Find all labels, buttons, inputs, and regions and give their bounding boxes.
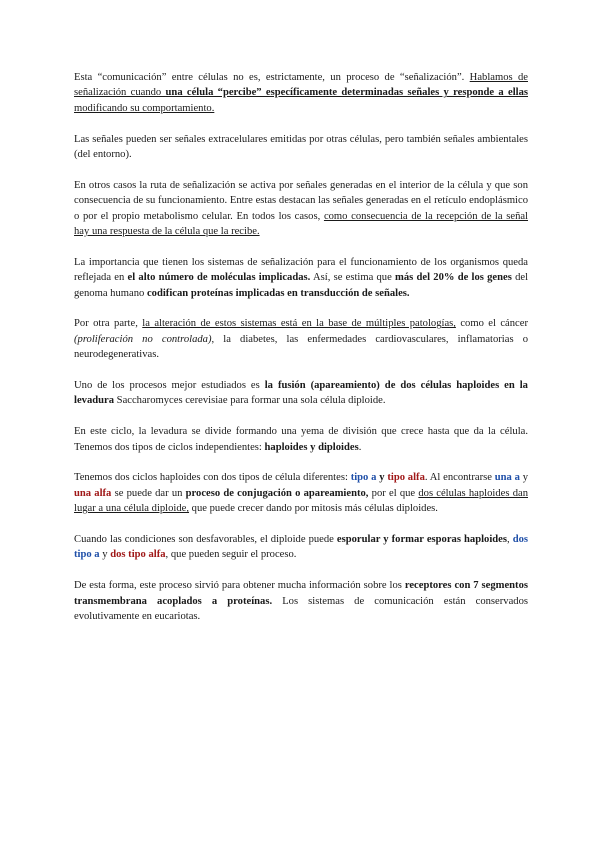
- text-run: En otros casos la ruta de señalización se activa por señales generadas en el interior de la célula y que son consecuencia de su funcionamiento. Entre estas destacan las señales generadas en el retículo endoplásmico o por el propio metabolismo celular. En todos los casos,: [74, 179, 528, 222]
- paragraph: [74, 378, 528, 409]
- text-run: del genoma humano: [74, 272, 529, 299]
- paragraph: [74, 70, 528, 116]
- text-run: como consecuencia de la recepción de la señal hay una respuesta de la célula que la recibe.: [74, 210, 529, 238]
- paragraph: [74, 132, 528, 163]
- text-run: Tenemos dos ciclos haploides con dos tipos de célula diferentes:: [74, 472, 351, 484]
- text-run: Hablamos de señalización cuando: [74, 72, 528, 99]
- text-run: dos tipo alfa: [110, 549, 166, 561]
- paragraph: [74, 578, 528, 624]
- text-run: una célula “percibe” específicamente determinadas señales y responde a ellas: [165, 87, 528, 99]
- document-body: [74, 70, 528, 624]
- text-run: dos tipo a: [74, 534, 528, 561]
- paragraph: [74, 424, 528, 455]
- text-run: por el que: [368, 487, 419, 499]
- text-run: ,: [507, 534, 513, 546]
- paragraph: [74, 255, 528, 301]
- text-run: la alteración de estos sistemas está en la base de múltiples patologías,: [142, 318, 456, 330]
- text-run: De esta forma, este proceso sirvió para obtener mucha información sobre los: [74, 580, 405, 592]
- text-run: tipo a: [350, 472, 377, 484]
- text-run: como el cáncer: [455, 318, 528, 330]
- text-run: el alto número de moléculas implicadas.: [127, 272, 311, 284]
- text-run: , la diabetes, las enfermedades cardiovasculares, inflamatorias o neurodegenerativas.: [74, 333, 528, 361]
- text-run: proceso de conjugación o apareamiento,: [185, 487, 369, 499]
- text-run: Saccharomyces cerevisiae para formar una sola célula diploide.: [114, 395, 386, 407]
- text-run: La importancia que tienen los sistemas de señalización para el funcionamiento de los organismos queda reflejada en: [74, 256, 528, 284]
- text-run: receptores con 7 segmentos transmembrana acoplados a proteínas.: [74, 580, 528, 607]
- text-run: una a: [494, 472, 520, 484]
- paragraph: [74, 532, 528, 563]
- text-run: se puede dar un: [111, 487, 186, 499]
- paragraph: [74, 316, 528, 362]
- text-run: En este ciclo, la levadura se divide formando una yema de división que crece hasta que da la célula. Tenemos dos tipos de ciclos independientes:: [74, 426, 528, 453]
- text-run: y: [519, 472, 529, 484]
- paragraph: [74, 470, 528, 516]
- text-run: Uno de los procesos mejor estudiados es: [74, 380, 265, 392]
- text-run: , que pueden seguir el proceso.: [165, 549, 297, 561]
- text-run: Por otra parte,: [74, 318, 143, 330]
- text-run: dos células haploides dan lugar a una célula diploide,: [74, 487, 528, 515]
- text-run: Cuando las condiciones son desfavorables, el diploide puede: [74, 534, 337, 546]
- text-run: .: [358, 441, 362, 453]
- text-run: esporular y formar esporas haploides: [336, 534, 507, 546]
- text-run: Las señales pueden ser señales extracelulares emitidas por otras células, pero también señales ambientales (del entorno).: [74, 133, 528, 161]
- text-run: Así, se estima que: [310, 272, 396, 284]
- text-run: y: [99, 549, 111, 561]
- text-run: una alfa: [74, 487, 112, 499]
- text-run: tipo alfa: [387, 472, 425, 484]
- text-run: Los sistemas de comunicación están conservados evolutivamente en eucariotas.: [74, 595, 528, 623]
- text-run: que puede crecer dando por mitosis más células diploides.: [189, 503, 438, 515]
- text-run: la fusión (apareamiento) de dos células haploides en la levadura: [74, 380, 528, 407]
- text-run: y: [376, 472, 388, 484]
- paragraph: [74, 178, 528, 240]
- text-run: más del 20% de los genes: [395, 272, 512, 284]
- text-run: (proliferación no controlada): [74, 333, 212, 345]
- text-run: codifican proteínas implicadas en transducción de señales.: [146, 287, 410, 299]
- text-run: Esta “comunicación” entre células no es, estrictamente, un proceso de “señalización”.: [74, 72, 470, 83]
- text-run: . Al encontrarse: [424, 472, 495, 484]
- text-run: modificando su comportamiento.: [74, 102, 215, 114]
- text-run: haploides y diploides: [264, 441, 359, 453]
